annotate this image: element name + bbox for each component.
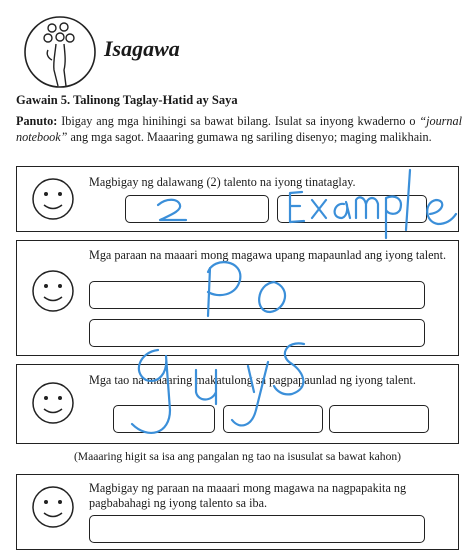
section-prompt: Mga paraan na maaari mong magawa upang mapaunlad ang iyong talent. xyxy=(89,248,447,262)
answer-box[interactable] xyxy=(113,405,215,433)
answer-box[interactable] xyxy=(125,195,269,223)
answer-box[interactable] xyxy=(89,281,425,309)
answer-box[interactable] xyxy=(223,405,323,433)
note-text: (Maaaring higit sa isa ang pangalan ng tao na isusulat sa bawat kahon) xyxy=(73,450,402,463)
section-title: Isagawa xyxy=(104,36,180,61)
section-share-talent xyxy=(16,474,459,550)
answer-box[interactable] xyxy=(329,405,429,433)
smiley-face-icon xyxy=(29,175,77,223)
answer-box[interactable] xyxy=(89,319,425,347)
instructions-italic: “journal notebook” xyxy=(16,114,462,144)
section-prompt: Magbigay ng paraan na maaari mong magawa na nagpapakita ng pagbabahagi ng iyong talento sa iba. xyxy=(89,481,407,510)
activity-title: Gawain 5. Talinong Taglay-Hatid ay Saya xyxy=(16,93,238,107)
section-helpers xyxy=(16,364,459,444)
instructions-text-2: ang mga sagot. Maaaring gumawa ng sariling disenyo; maging malikhain. xyxy=(67,130,432,144)
smiley-face-icon xyxy=(29,483,77,531)
section-prompt: Mga tao na maaaring makatulong sa pagpapaunlad ng iyong talent. xyxy=(89,373,416,387)
instructions-text: Ibigay ang mga hinihingi sa bawat bilang. Isulat sa inyong kwaderno o xyxy=(61,114,420,128)
hand-holding-rings-icon xyxy=(22,14,98,90)
answer-box[interactable] xyxy=(89,515,425,543)
section-talents xyxy=(16,166,459,232)
instructions xyxy=(16,113,462,145)
section-prompt: Magbigay ng dalawang (2) talento na iyong tinataglay. xyxy=(89,175,356,189)
instructions-label: Panuto: xyxy=(16,114,58,128)
smiley-face-icon xyxy=(29,267,77,315)
smiley-face-icon xyxy=(29,379,77,427)
section-improve-talent xyxy=(16,240,459,356)
answer-box[interactable] xyxy=(277,195,427,223)
